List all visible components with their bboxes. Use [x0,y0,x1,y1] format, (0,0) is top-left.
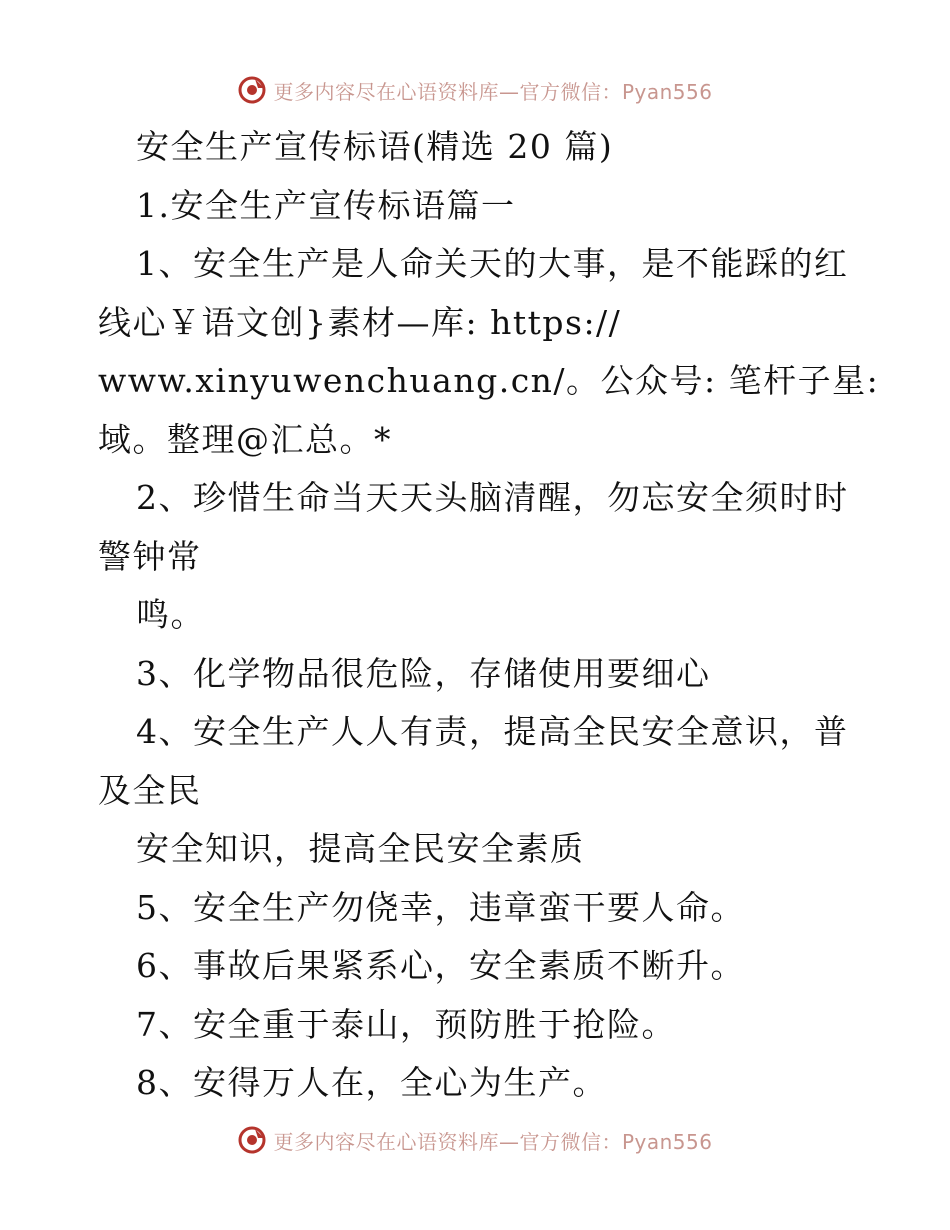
header-banner [0,70,950,110]
document-body [98,118,880,1113]
text-line: 6、事故后果紧系心，安全素质不断升。 [136,946,745,985]
text-line: www.xinyuwenchuang.cn/。公众号: 笔杆子星: [98,361,880,400]
text-line: 线心￥语文创}素材—库: https:// [98,302,622,342]
footer-banner [0,1120,950,1160]
brand-logo-icon [237,1125,267,1155]
text-line: 5、安全生产勿侥幸，违章蛮干要人命。 [136,887,745,927]
header-banner-text: 更多内容尽在心语资料库—官方微信：Pyan556 [273,79,713,104]
text-line: 及全民 [98,770,202,810]
text-line: 鸣。 [136,595,205,634]
text-line: 安全生产宣传标语(精选 20 篇) [136,127,614,166]
text-line: 域。整理@汇总。* [98,419,392,459]
text-line: 4、安全生产人人有责，提高全民安全意识，普 [136,712,849,751]
brand-logo-icon [237,75,267,105]
text-line: 1、安全生产是人命关天的大事，是不能踩的红 [136,244,849,283]
text-line: 1.安全生产宣传标语篇一 [136,185,516,225]
text-line: 2、珍惜生命当天天头脑清醒，勿忘安全须时时 [136,478,849,517]
text-line: 7、安全重于泰山，预防胜于抢险。 [136,1004,676,1044]
text-line: 警钟常 [98,536,202,576]
text-line: 8、安得万人在，全心为生产。 [136,1063,607,1102]
text-line: 3、化学物品很危险，存储使用要细心 [136,653,711,693]
text-line: 安全知识，提高全民安全素质 [136,829,585,868]
footer-banner-text: 更多内容尽在心语资料库—官方微信：Pyan556 [273,1129,713,1154]
